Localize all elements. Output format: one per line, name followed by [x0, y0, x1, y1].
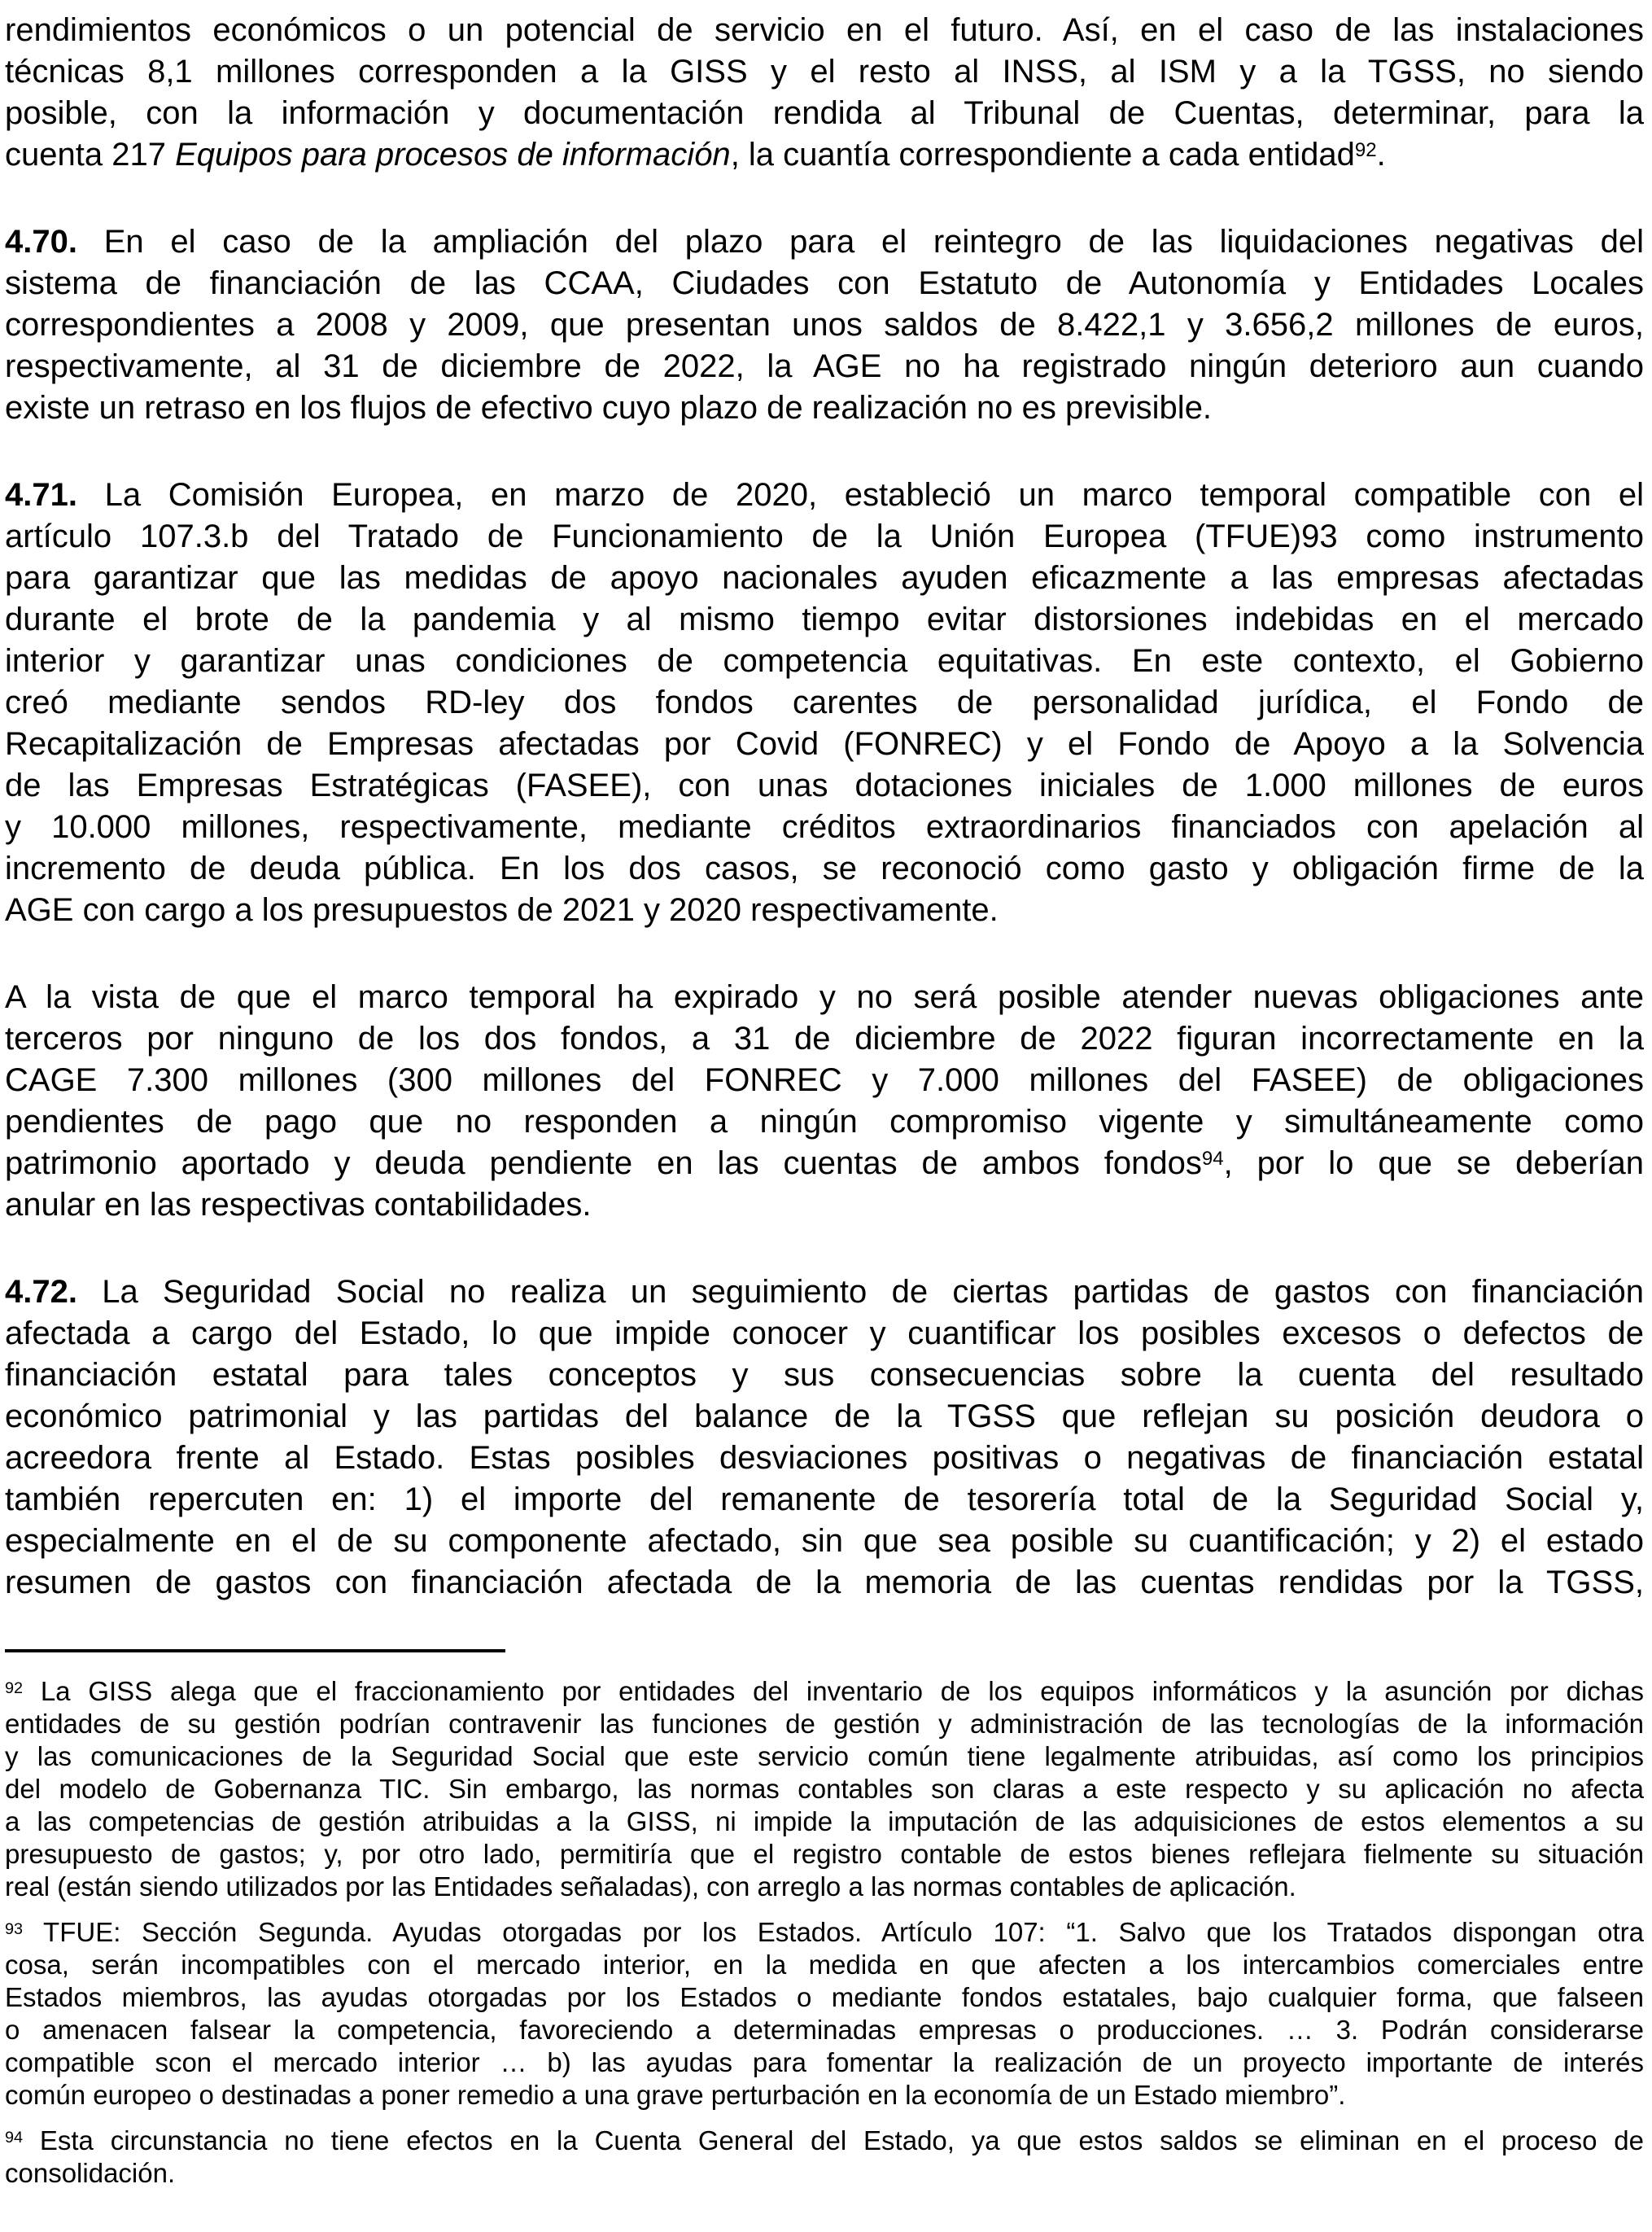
- footnote-marker: 92: [5, 1679, 24, 1698]
- footnote-93: [5, 1916, 1644, 2112]
- text-line: existe un retraso en los flujos de efectivo cuyo plazo de realización no es previsible.: [5, 390, 1213, 426]
- text-line: económico patrimonial y las partidas del balance de la TGSS que reflejan su posición deudora o: [5, 1398, 1644, 1434]
- text-line: interior y garantizar unas condiciones de competencia equitativas. En este contexto, el Gobierno: [5, 643, 1644, 679]
- text-line: $^{92}$ La GISS alega que el fraccionamiento por entidades del inventario de los equipos informáticos y la asunción por dichas: [5, 1676, 1644, 1706]
- text-line: A la vista de que el marco temporal ha expirado y no será posible atender nuevas obligaciones ante: [5, 979, 1644, 1015]
- text-line: respectivamente, al 31 de diciembre de 2022, la AGE no ha registrado ningún deterioro aun cuando: [5, 348, 1644, 384]
- text-line: acreedora frente al Estado. Estas posibles desviaciones positivas o negativas de financiación estatal: [5, 1440, 1644, 1476]
- paragraph-marco-temporal-expirado: [5, 977, 1644, 1226]
- text-line: cuenta 217 Equipos para procesos de información, la cuantía correspondiente a cada entidad$^{92}$.: [5, 137, 1386, 173]
- text-line: común europeo o destinadas a poner remedio a una grave perturbación en la economía de un Estado miembro”.: [5, 2080, 1346, 2110]
- text-line: Estados miembros, las ayudas otorgadas por los Estados o mediante fondos estatales, bajo cualquier forma, que falseen: [5, 1982, 1644, 2012]
- paragraph-4-72: [5, 1271, 1644, 1604]
- text-line: especialmente en el de su componente afectado, sin que sea posible su cuantificación; y 2) el estado: [5, 1523, 1644, 1559]
- text-line: AGE con cargo a los presupuestos de 2021 y 2020 respectivamente.: [5, 892, 999, 928]
- footnotes-section: [5, 1675, 1644, 2190]
- paragraph-4-70: [5, 221, 1644, 429]
- text-line: terceros por ninguno de los dos fondos, a 31 de diciembre de 2022 figuran incorrectamente en la: [5, 1021, 1644, 1057]
- text-line: y las comunicaciones de la Seguridad Social que este servicio común tiene legalmente atribuidas, así como los principios: [5, 1741, 1644, 1771]
- body-text: [5, 10, 1644, 1604]
- text-line: 4.71. La Comisión Europea, en marzo de 2020, estableció un marco temporal compatible con el: [5, 477, 1644, 513]
- text-line: pendientes de pago que no responden a ningún compromiso vigente y simultáneamente como: [5, 1104, 1644, 1140]
- text-line: Recapitalización de Empresas afectadas por Covid (FONREC) y el Fondo de Apoyo a la Solvencia: [5, 726, 1644, 762]
- text-line: posible, con la información y documentación rendida al Tribunal de Cuentas, determinar, para la: [5, 95, 1644, 131]
- text-line: a las competencias de gestión atribuidas a la GISS, ni impide la imputación de las adquisiciones de estos elementos a su: [5, 1806, 1644, 1836]
- text-line: $^{93}$ TFUE: Sección Segunda. Ayudas otorgadas por los Estados. Artículo 107: “1. Salvo que los Tratados dispongan otra: [5, 1917, 1644, 1947]
- text-line: también repercuten en: 1) el importe del remanente de tesorería total de la Seguridad Social y,: [5, 1481, 1644, 1517]
- footnote-reference: 94: [1201, 1148, 1224, 1171]
- text-line: cosa, serán incompatibles con el mercado interior, en la medida en que afecten a los intercambios comerciales entre: [5, 1950, 1644, 1980]
- text-line: técnicas 8,1 millones corresponden a la GISS y el resto al INSS, al ISM y a la TGSS, no siendo: [5, 54, 1644, 90]
- text-line: afectada a cargo del Estado, lo que impide conocer y cuantificar los posibles excesos o defectos de: [5, 1315, 1644, 1351]
- footnote-separator: [5, 1649, 505, 1652]
- paragraph-continuation-instalaciones: [5, 10, 1644, 176]
- footnote-92: [5, 1675, 1644, 1903]
- text-line: entidades de su gestión podrían contravenir las funciones de gestión y administración de las tecnologías de la información: [5, 1709, 1644, 1739]
- text-line: 4.70. En el caso de la ampliación del plazo para el reintegro de las liquidaciones negativas del: [5, 224, 1644, 260]
- text-line: durante el brote de la pandemia y al mismo tiempo evitar distorsiones indebidas en el mercado: [5, 602, 1644, 637]
- text-line: CAGE 7.300 millones (300 millones del FONREC y 7.000 millones del FASEE) de obligaciones: [5, 1062, 1644, 1098]
- text-line: consolidación.: [5, 2158, 176, 2188]
- text-line: resumen de gastos con financiación afectada de la memoria de las cuentas rendidas por la TGSS,: [5, 1565, 1644, 1600]
- text-line: $^{94}$ Esta circunstancia no tiene efectos en la Cuenta General del Estado, ya que estos saldos se eliminan en el proceso de: [5, 2125, 1644, 2155]
- paragraph-4-71: [5, 475, 1644, 931]
- footnote-94: [5, 2125, 1644, 2190]
- text-line: artículo 107.3.b del Tratado de Funcionamiento de la Unión Europea (TFUE)93 como instrumento: [5, 519, 1644, 554]
- text-line: anular en las respectivas contabilidades.: [5, 1187, 592, 1223]
- footnote-marker: 93: [5, 1920, 24, 1939]
- text-line: sistema de financiación de las CCAA, Ciudades con Estatuto de Autonomía y Entidades Locales: [5, 265, 1644, 301]
- text-line: 4.72. La Seguridad Social no realiza un seguimiento de ciertas partidas de gastos con financiación: [5, 1274, 1644, 1310]
- text-line: o amenacen falsear la competencia, favoreciendo a determinadas empresas o producciones. … 3. Podrán considerarse: [5, 2015, 1644, 2045]
- text-line: del modelo de Gobernanza TIC. Sin embargo, las normas contables son claras a este respecto y su aplicación no afecta: [5, 1774, 1644, 1804]
- text-line: presupuesto de gastos; y, por otro lado, permitiría que el registro contable de estos bienes reflejara fielmente su situación: [5, 1839, 1644, 1869]
- text-line: y 10.000 millones, respectivamente, mediante créditos extraordinarios financiados con apelación al: [5, 809, 1644, 845]
- footnote-reference: 92: [1354, 139, 1377, 162]
- text-line: financiación estatal para tales conceptos y sus consecuencias sobre la cuenta del resultado: [5, 1357, 1644, 1393]
- text-line: patrimonio aportado y deuda pendiente en las cuentas de ambos fondos$^{94}$, por lo que se deberían: [5, 1145, 1644, 1181]
- text-line: para garantizar que las medidas de apoyo nacionales ayuden eficazmente a las empresas afectadas: [5, 560, 1644, 596]
- text-line: real (están siendo utilizados por las Entidades señaladas), con arreglo a las normas contables de aplicación.: [5, 1871, 1296, 1902]
- text-line: rendimientos económicos o un potencial de servicio en el futuro. Así, en el caso de las instalaciones: [5, 12, 1644, 48]
- text-line: de las Empresas Estratégicas (FASEE), con unas dotaciones iniciales de 1.000 millones de euros: [5, 768, 1644, 803]
- text-line: correspondientes a 2008 y 2009, que presentan unos saldos de 8.422,1 y 3.656,2 millones de euros,: [5, 307, 1644, 343]
- footnote-marker: 94: [5, 2129, 24, 2147]
- text-line: incremento de deuda pública. En los dos casos, se reconoció como gasto y obligación firme de la: [5, 851, 1644, 886]
- text-line: compatible scon el mercado interior … b) las ayudas para fomentar la realización de un proyecto importante de interés: [5, 2047, 1644, 2077]
- text-line: creó mediante sendos RD-ley dos fondos carentes de personalidad jurídica, el Fondo de: [5, 685, 1644, 720]
